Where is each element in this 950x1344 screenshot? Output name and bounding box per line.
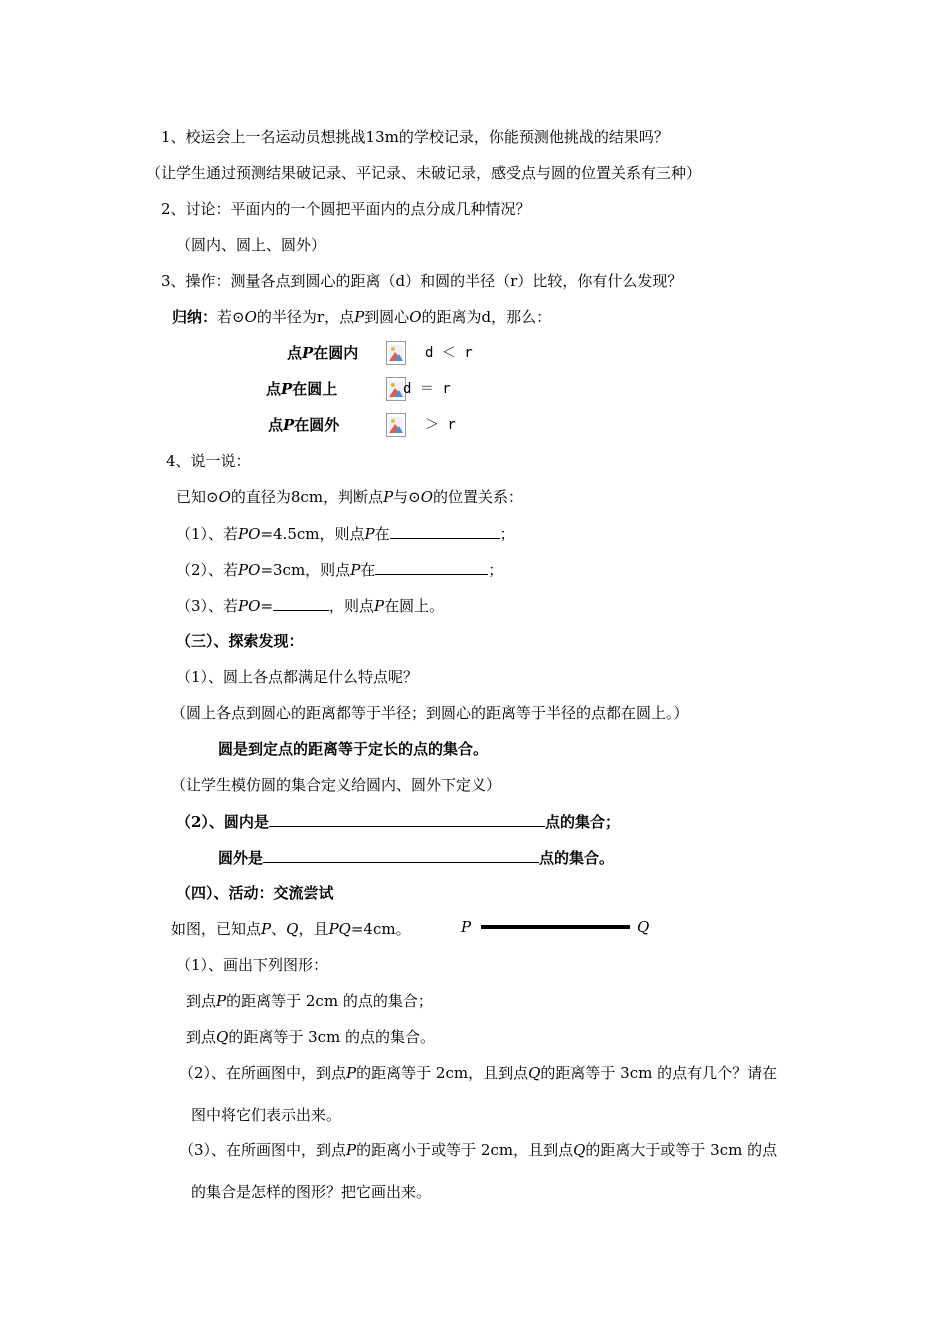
sec3-a1: （圆上各点到圆心的距离都等于半径；到圆心的距离等于半径的点都在圆上。）	[171, 704, 689, 722]
sec3-note: （让学生模仿圆的集合定义给圆内、圆外下定义）	[171, 776, 502, 794]
segment-pq-figure	[455, 914, 665, 944]
var-o: O	[244, 308, 257, 326]
sec3-q2-outside: 圆外是 点的集合。	[218, 849, 615, 867]
sec4-intro: 如图，已知点P、Q，且PQ=4cm。	[171, 920, 411, 938]
answer-blank[interactable]	[375, 559, 488, 575]
summary-line	[172, 307, 551, 327]
sec4-q3-line1: （3）、在所画图中，到点P的距离小于或等于 2cm，且到点Q的距离大于或等于 3cm 的点	[179, 1141, 778, 1159]
q4-item-1: （1）、若PO=4.5cm，则点P在 ；	[176, 525, 515, 543]
q4-item-3: （3）、若PO= ，则点P在圆上。	[176, 597, 445, 615]
answer-blank[interactable]	[263, 847, 539, 863]
q2: 2、讨论：平面内的一个圆把平面内的点分成几种情况？	[161, 200, 531, 218]
q2-answer: （圆内、圆上、圆外）	[176, 236, 327, 254]
sec4-q2-line1: （2）、在所画图中，到点P的距离等于 2cm，且到点Q的距离等于 3cm 的点有几个？请在	[179, 1064, 778, 1082]
q1-note: （让学生通过预测结果破记录、平记录、未破记录，感受点与圆的位置关系有三种）	[146, 164, 702, 182]
summary-label: 归纳：	[172, 308, 218, 326]
q1: 1、校运会上一名运动员想挑战13m的学校记录，你能预测他挑战的结果吗？	[161, 128, 669, 146]
q4-item-2: （2）、若PO=3cm，则点P在 ；	[176, 561, 504, 579]
point-q-label: Q	[637, 918, 650, 936]
summary-text: 若⊙	[217, 308, 245, 326]
q3: 3、操作：测量各点到圆心的距离（d）和圆的半径（r）比较，你有什么发现？	[161, 272, 683, 290]
relation-inside: d ＜ r	[425, 345, 473, 361]
relation-inside-label: 点P在圆内	[287, 344, 359, 362]
var-o: O	[409, 308, 422, 326]
circle-definition: 圆是到定点的距离等于定长的点的集合。	[218, 740, 489, 758]
relation-outside: ＞ r	[425, 417, 456, 433]
relation-on-label: 点P在圆上	[266, 380, 338, 398]
sec4-q1: （1）、画出下列图形：	[176, 956, 329, 974]
sec4-q3-line2: 的集合是怎样的图形？把它画出来。	[191, 1183, 432, 1201]
summary-text: 的半径为r，点	[256, 308, 355, 326]
point-p-label: P	[461, 918, 472, 936]
q4: 4、说一说：	[166, 452, 251, 470]
q4-given: 已知⊙O的直径为8cm，判断点P与⊙O的位置关系：	[176, 488, 524, 506]
summary-text: 到圆心	[364, 308, 410, 326]
relation-outside-label: 点P在圆外	[268, 416, 340, 434]
answer-blank[interactable]	[273, 595, 329, 611]
summary-text: 的距离为d，那么：	[421, 308, 552, 326]
broken-image-icon	[386, 341, 406, 365]
sec3-q1: （1）、圆上各点都满足什么特点呢？	[176, 668, 419, 686]
sec4-q1-b: 到点Q的距离等于 3cm 的点的集合。	[186, 1028, 436, 1046]
relation-on: d ＝ r	[403, 381, 451, 397]
section-3-title: （三）、探索发现：	[176, 632, 304, 650]
sec4-q2-line2: 图中将它们表示出来。	[191, 1106, 342, 1124]
var-p: P	[354, 308, 365, 326]
section-4-title: （四）、活动：交流尝试	[176, 884, 334, 902]
sec4-q1-a: 到点P的距离等于 2cm 的点的集合；	[186, 992, 433, 1010]
answer-blank[interactable]	[269, 811, 545, 827]
answer-blank[interactable]	[390, 523, 500, 539]
sec3-q2-inside: （2）、圆内是 点的集合；	[176, 813, 620, 831]
broken-image-icon	[386, 413, 406, 437]
